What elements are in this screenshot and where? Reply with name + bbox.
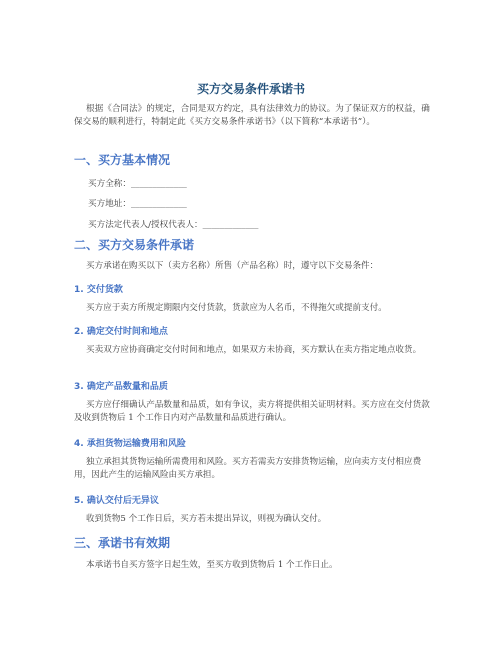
item3-heading: 3. 确定产品数量和品质: [74, 382, 168, 392]
section2-intro: 买方承诺在购买以下（卖方名称）所售（产品名称）时，遵守以下交易条件：: [86, 261, 379, 271]
section3-text: 本承诺书自买方签字日起生效，至买方收到货物后 1 个工作日止。: [86, 560, 338, 570]
section1-heading: 一、买方基本情况: [74, 153, 171, 167]
item5-text: 收到货物5 个工作日后，买方若未提出异议，则视为确认交付。: [86, 514, 327, 524]
item4-text: 独立承担其货物运输所需费用和风险。买方若需卖方安排货物运输，应向卖方支付相应费用，因此产生的运输风险由买方承担。: [74, 457, 422, 480]
item1-heading: 1. 交付货款: [74, 285, 123, 295]
item2-heading: 2. 确定交付时间和地点: [74, 327, 168, 337]
section2-heading: 二、买方交易条件承诺: [74, 238, 195, 252]
intro-paragraph: 根据《合同法》的规定，合同是双方约定，具有法律效力的协议。为了保证双方的权益，确保交易的顺利进行，特制定此《买方交易条件承诺书》（以下简称“本承诺书”）。: [74, 104, 430, 127]
buyer-representative-field: 买方法定代表人/授权代表人：_____________: [88, 220, 259, 230]
buyer-address-field: 买方地址：_____________: [88, 199, 187, 209]
item3-text: 买方应仔细确认产品数量和品质，如有争议，卖方将提供相关证明材料。买方应在交付货款及收到货物后 1 个工作日内对产品数量和品质进行确认。: [74, 400, 430, 423]
section3-heading: 三、承诺书有效期: [74, 536, 171, 550]
item1-text: 买方应于卖方所规定期限内交付货款，货款应为人名币，不得拖欠或提前支付。: [86, 303, 387, 313]
item2-text: 买卖双方应协商确定交付时间和地点，如果双方未协商，买方默认在卖方指定地点收货。: [86, 345, 422, 355]
document-title: 买方交易条件承诺书: [196, 82, 305, 96]
item5-heading: 5. 确认交付后无异议: [74, 496, 159, 506]
buyer-full-name-field: 买方全称：_____________: [88, 179, 187, 189]
item4-heading: 4. 承担货物运输费用和风险: [74, 439, 186, 449]
